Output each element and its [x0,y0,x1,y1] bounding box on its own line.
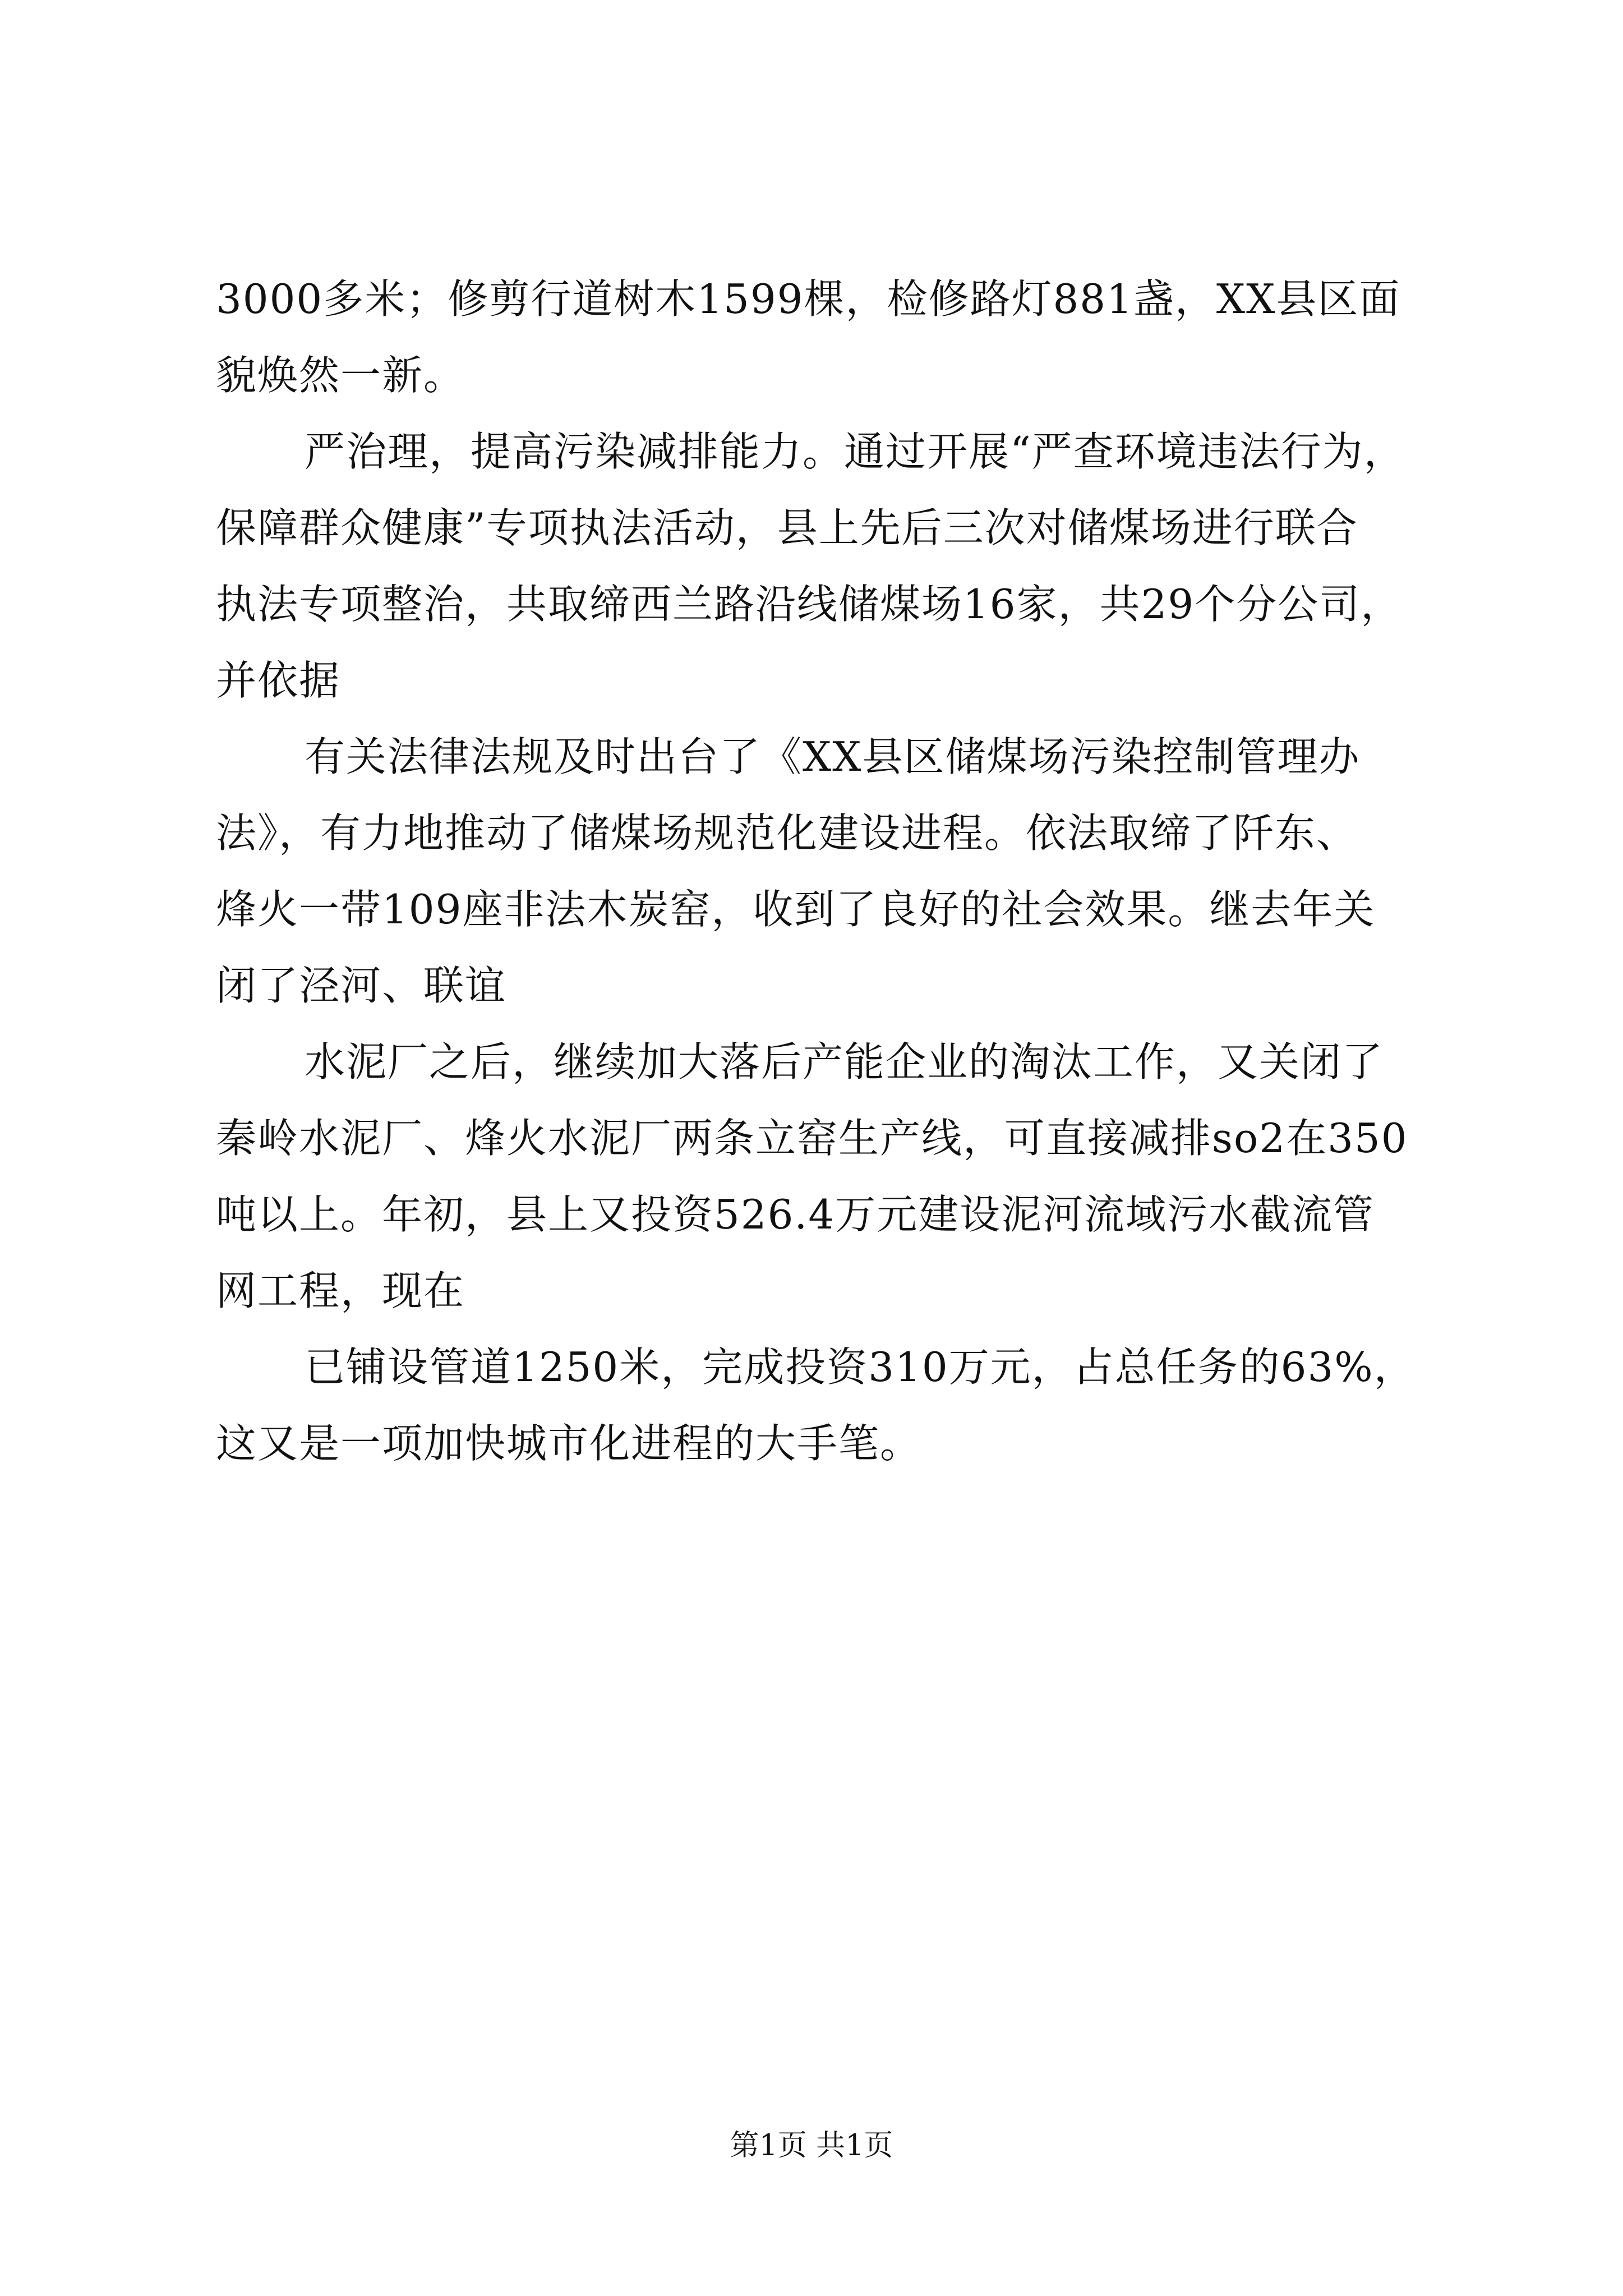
text-line: 这又是一项加快城市化进程的大手笔。 [216,1420,922,1467]
text-line: 网工程，现在 [216,1267,465,1314]
text-line: 秦岭水泥厂、烽火水泥厂两条立窑生产线，可直接减排so2在350 [216,1115,1408,1162]
text-line: 有关法律法规及时出台了《XX县区储煤场污染控制管理办 [305,733,1361,780]
text-line: 闭了泾河、联谊 [216,962,507,1009]
text-line: 水泥厂之后，继续加大落后产能企业的淘汰工作，又关闭了 [305,1038,1384,1085]
page-number-label: 第1页 共1页 [730,2129,893,2162]
text-line: 已铺设管道1250米，完成投资310万元，占总任务的63%， [305,1343,1415,1391]
paragraph-5 [216,1329,1472,1481]
text-line: 并依据 [216,657,341,704]
text-line: 保障群众健康”专项执法活动，县上先后三次对储煤场进行联合 [216,504,1358,551]
text-line: 貌焕然一新。 [216,352,465,399]
document-body [216,261,1472,1481]
text-line: 法》，有力地推动了储煤场规范化建设进程。依法取缔了阡东、 [216,809,1358,857]
paragraph-2 [216,413,1472,719]
text-line: 烽火一带109座非法木炭窑，收到了良好的社会效果。继去年关 [216,886,1376,933]
text-line: 吨以上。年初，县上又投资526.4万元建设泥河流域污水截流管 [216,1191,1375,1238]
paragraph-1 [216,261,1472,413]
text-line: 执法专项整治，共取缔西兰路沿线储煤场16家，共29个分公司， [216,581,1403,628]
text-line: 严治理，提高污染减排能力。通过开展“严查环境违法行为， [305,428,1405,475]
paragraph-3 [216,719,1472,1024]
paragraph-4 [216,1024,1472,1329]
page-footer [0,2123,1623,2168]
text-line: 3000多米；修剪行道树木1599棵，检修路灯881盏，XX县区面 [216,275,1401,323]
